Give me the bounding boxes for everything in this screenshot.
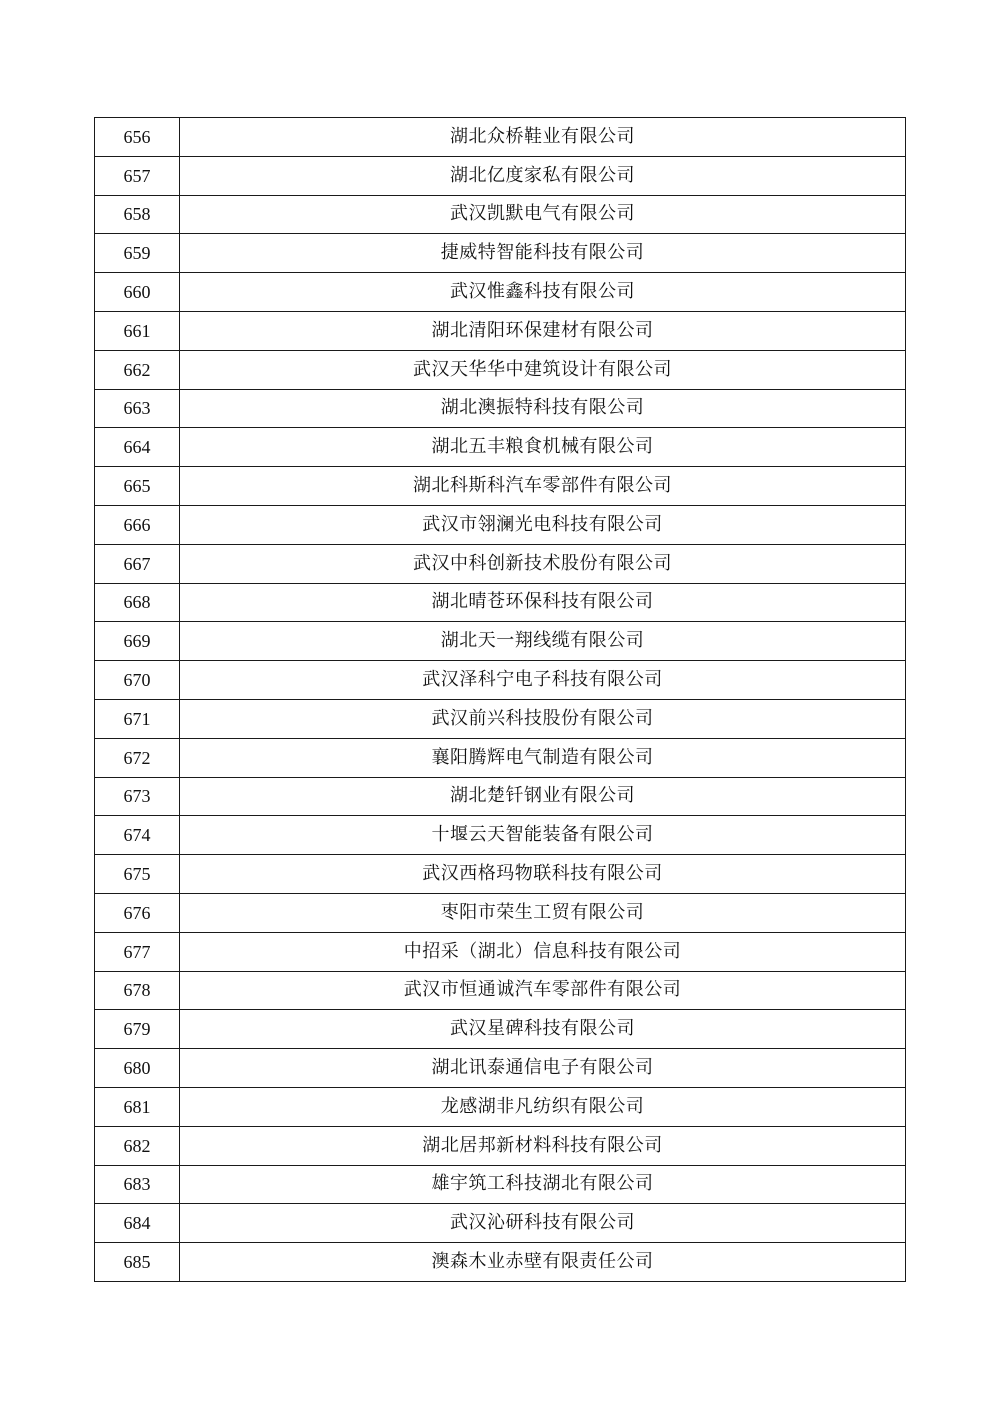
row-number: 671 [95,699,180,738]
table-row [95,1165,906,1204]
row-number: 670 [95,661,180,700]
row-number: 661 [95,311,180,350]
table-row [95,1204,906,1243]
row-number: 673 [95,777,180,816]
table-row [95,855,906,894]
company-name: 湖北天一翔线缆有限公司 [180,622,906,661]
table-row [95,428,906,467]
company-name: 湖北众桥鞋业有限公司 [180,118,906,157]
row-number: 667 [95,544,180,583]
table-row [95,661,906,700]
company-name: 武汉天华华中建筑设计有限公司 [180,350,906,389]
company-name: 十堰云天智能装备有限公司 [180,816,906,855]
company-name: 湖北楚钎钢业有限公司 [180,777,906,816]
company-list-table [94,117,906,1282]
table-row [95,932,906,971]
company-name: 湖北居邦新材料科技有限公司 [180,1126,906,1165]
table-row [95,195,906,234]
table-row [95,156,906,195]
row-number: 658 [95,195,180,234]
company-name: 武汉沁研科技有限公司 [180,1204,906,1243]
table-row [95,1087,906,1126]
company-name: 湖北晴苍环保科技有限公司 [180,583,906,622]
row-number: 660 [95,273,180,312]
table-row [95,699,906,738]
table-row [95,311,906,350]
row-number: 663 [95,389,180,428]
table-row [95,583,906,622]
company-name: 武汉泽科宁电子科技有限公司 [180,661,906,700]
row-number: 677 [95,932,180,971]
row-number: 672 [95,738,180,777]
table-row [95,971,906,1010]
table-row [95,544,906,583]
table-row [95,1126,906,1165]
row-number: 681 [95,1087,180,1126]
table-row [95,1243,906,1282]
company-name: 雄宇筑工科技湖北有限公司 [180,1165,906,1204]
row-number: 676 [95,893,180,932]
table-row [95,350,906,389]
table-row [95,816,906,855]
table-body [95,118,906,1282]
company-name: 澳森木业赤壁有限责任公司 [180,1243,906,1282]
company-name: 武汉西格玛物联科技有限公司 [180,855,906,894]
company-name: 湖北清阳环保建材有限公司 [180,311,906,350]
table-row [95,893,906,932]
table-row [95,622,906,661]
row-number: 669 [95,622,180,661]
table-row [95,777,906,816]
company-name: 武汉市翎澜光电科技有限公司 [180,505,906,544]
company-name: 武汉凯默电气有限公司 [180,195,906,234]
row-number: 664 [95,428,180,467]
row-number: 685 [95,1243,180,1282]
company-name: 湖北亿度家私有限公司 [180,156,906,195]
row-number: 679 [95,1010,180,1049]
company-name: 武汉中科创新技术股份有限公司 [180,544,906,583]
table-row [95,505,906,544]
company-name: 中招采（湖北）信息科技有限公司 [180,932,906,971]
row-number: 682 [95,1126,180,1165]
row-number: 674 [95,816,180,855]
company-name: 湖北讯泰通信电子有限公司 [180,1049,906,1088]
row-number: 678 [95,971,180,1010]
row-number: 675 [95,855,180,894]
company-name: 武汉市恒通诚汽车零部件有限公司 [180,971,906,1010]
company-name: 龙感湖非凡纺织有限公司 [180,1087,906,1126]
table-row [95,467,906,506]
company-name: 武汉惟鑫科技有限公司 [180,273,906,312]
company-name: 武汉前兴科技股份有限公司 [180,699,906,738]
company-name: 襄阳腾辉电气制造有限公司 [180,738,906,777]
table-row [95,738,906,777]
company-name: 枣阳市荣生工贸有限公司 [180,893,906,932]
row-number: 657 [95,156,180,195]
row-number: 666 [95,505,180,544]
table-row [95,118,906,157]
row-number: 656 [95,118,180,157]
row-number: 668 [95,583,180,622]
table-row [95,234,906,273]
company-name: 湖北澳振特科技有限公司 [180,389,906,428]
company-name: 湖北五丰粮食机械有限公司 [180,428,906,467]
row-number: 659 [95,234,180,273]
table-row [95,273,906,312]
row-number: 662 [95,350,180,389]
table-row [95,1049,906,1088]
row-number: 683 [95,1165,180,1204]
company-name: 湖北科斯科汽车零部件有限公司 [180,467,906,506]
table-row [95,389,906,428]
table-row [95,1010,906,1049]
row-number: 680 [95,1049,180,1088]
company-name: 捷威特智能科技有限公司 [180,234,906,273]
row-number: 665 [95,467,180,506]
row-number: 684 [95,1204,180,1243]
company-name: 武汉星碑科技有限公司 [180,1010,906,1049]
